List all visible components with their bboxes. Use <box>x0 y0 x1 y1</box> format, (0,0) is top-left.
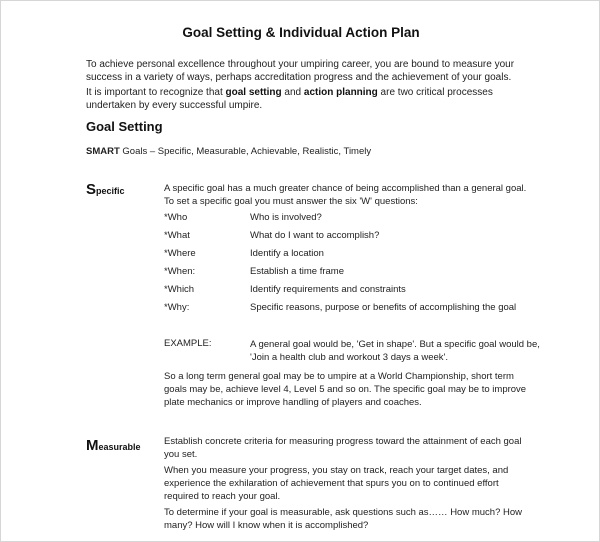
w-question-key: *Which <box>164 284 195 295</box>
label-initial: M <box>86 437 99 454</box>
specific-intro: A specific goal has a much greater chance of being accomplished than a general goal. To set a specific goal you must answer the six 'W' questions: <box>164 183 527 207</box>
smart-bold: SMART <box>86 146 120 157</box>
example-key: EXAMPLE: <box>164 338 212 349</box>
measurable-paragraph-1: Establish concrete criteria for measuring progress toward the attainment of each goal you set. <box>164 436 522 460</box>
smart-rest: Goals – Specific, Measurable, Achievable, Realistic, Timely <box>119 146 372 157</box>
w-question-key: *Where <box>164 248 196 259</box>
bold-action-planning: action planning <box>303 87 378 98</box>
w-question-key: *When: <box>164 266 196 277</box>
measurable-paragraph-2: When you measure your progress, you stay on track, reach your target dates, and experience the exhilaration of achievement that spurs you on to continued effort required to reach your goal. <box>164 465 509 502</box>
section-heading-goal-setting: Goal Setting <box>86 119 163 134</box>
w-question-value: What do I want to accomplish? <box>250 230 380 241</box>
w-question-value: Identify requirements and constraints <box>250 284 406 295</box>
smart-goals-line <box>86 146 371 157</box>
w-question-key: *What <box>164 230 190 241</box>
label-rest: pecific <box>96 186 125 196</box>
w-question-value: Identify a location <box>250 248 324 259</box>
document-title: Goal Setting & Individual Action Plan <box>182 25 420 40</box>
intro-paragraph-1: To achieve personal excellence throughout your umpiring career, you are bound to measure your success in a variety of ways, perhaps accreditation progress and the achievement of your goals. <box>86 59 515 83</box>
intro-text: It is important to recognize that <box>86 87 226 98</box>
long-term-paragraph: So a long term general goal may be to umpire at a World Championship, short term goals may be, achieve level 4, Level 5 and so on. The specific goal may be to improve plate mechanics or improve handling of players and coaches. <box>164 371 527 408</box>
w-question-value: Establish a time frame <box>250 266 344 277</box>
label-measurable <box>86 437 141 455</box>
example-text: A general goal would be, 'Get in shape'. But a specific goal would be, 'Join a health club and workout 3 days a week'. <box>250 339 540 363</box>
w-question-value: Specific reasons, purpose or benefits of accomplishing the goal <box>250 302 517 313</box>
intro-text: are two critical processes undertaken by every successful umpire. <box>86 87 493 111</box>
bold-goal-setting: goal setting <box>225 87 282 98</box>
w-question-key: *Who <box>164 212 188 223</box>
intro-paragraph-2 <box>86 86 536 112</box>
w-question-key: *Why: <box>164 302 190 313</box>
intro-text: and <box>281 87 304 98</box>
label-initial: S <box>86 181 97 198</box>
label-rest: easurable <box>98 442 141 452</box>
measurable-paragraph-3: To determine if your goal is measurable, ask questions such as…… How much? How many? How will I know when it is accomplished? <box>164 507 522 531</box>
label-specific <box>86 181 125 199</box>
w-question-value: Who is involved? <box>250 212 322 223</box>
